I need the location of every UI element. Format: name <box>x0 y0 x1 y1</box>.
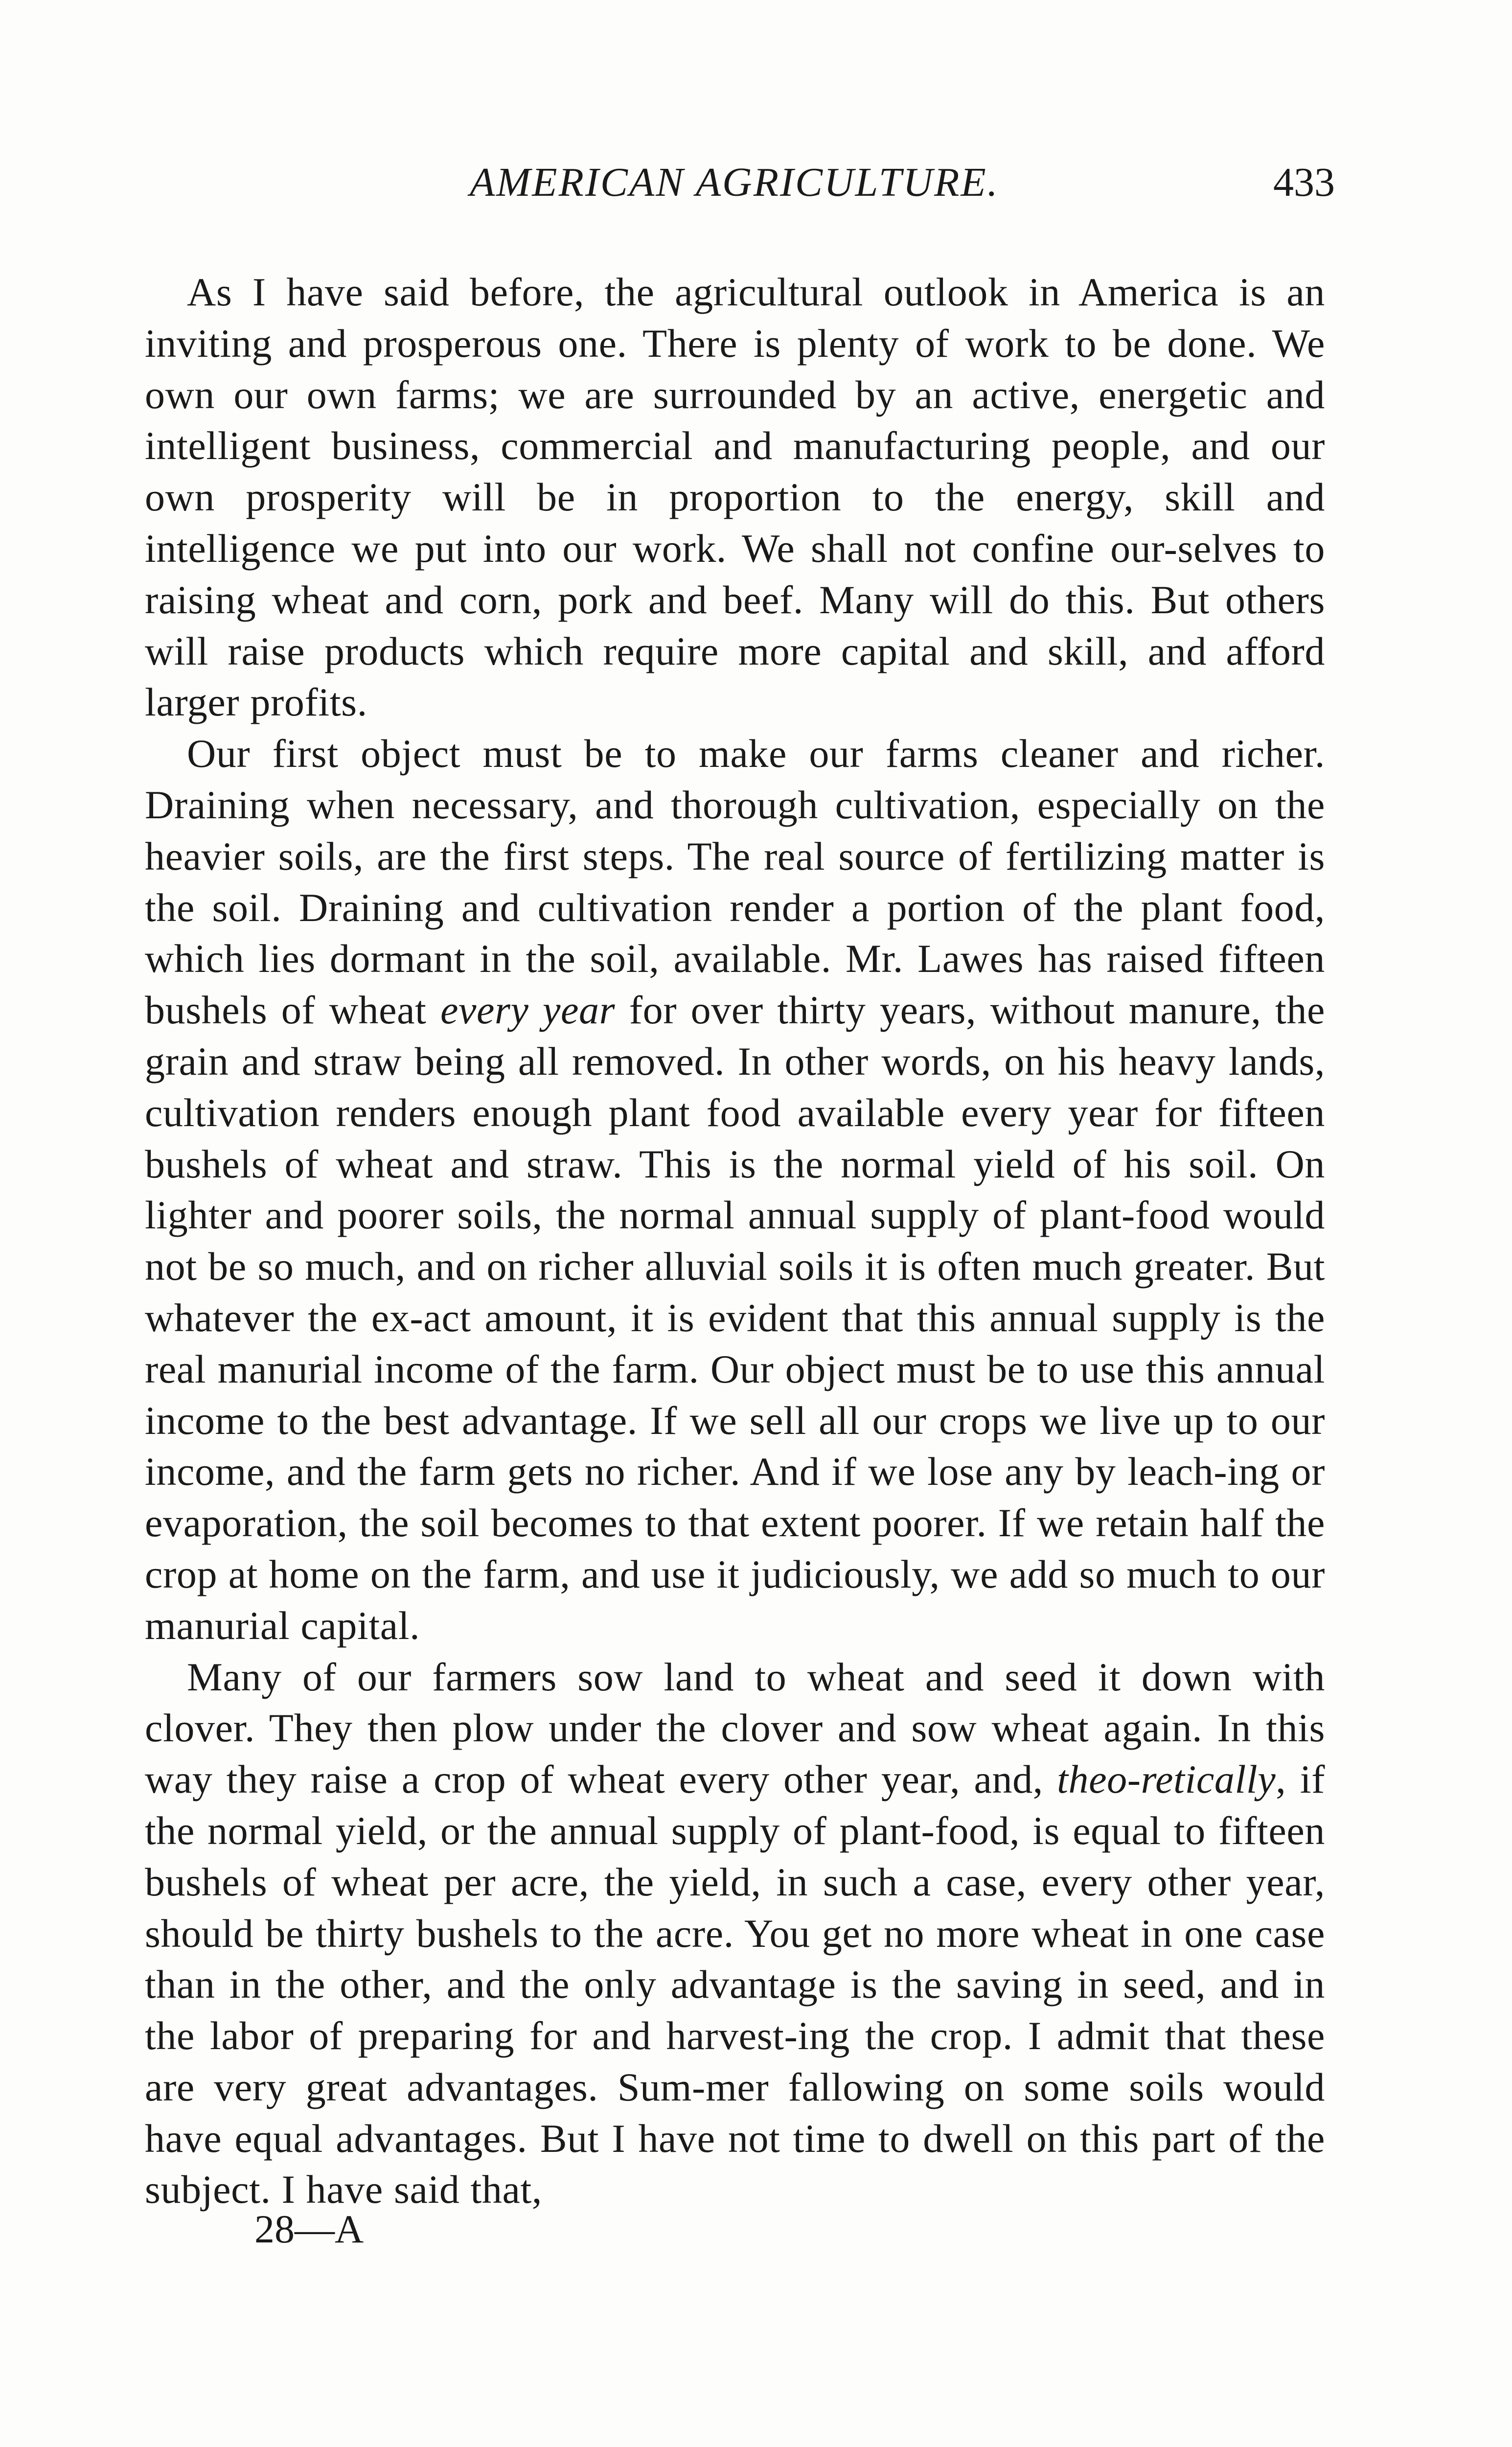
paragraph-3-part-1: Many of our farmers sow land to wheat and seed it down with clover. They then plow under the clover and sow wheat again. In this way they raise a crop of wheat every other year, and, <box>145 1654 1325 1802</box>
paragraph-1: As I have said before, the agricultural outlook in America is an inviting and prosperous one. There is plenty of work to be done. We own our own farms; we are surrounded by an active, energetic and intelligent business, commercial and manufacturing people, and our own prosperity will be in proportion to the energy, skill and intelligence we put into our work. We shall not confine our-selves to raising wheat and corn, pork and beef. Many will do this. But others will raise products which require more capital and skill, and afford larger profits. <box>145 270 1325 725</box>
paragraph-3 <box>145 1652 1325 2216</box>
paragraph-2-emphasis: every year <box>440 988 616 1033</box>
paragraph-3-emphasis: theo-retically <box>1057 1757 1276 1802</box>
page-number: 433 <box>1273 160 1335 205</box>
paragraph-2 <box>145 728 1325 1651</box>
paragraph-2-part-1: Our first object must be to make our farms cleaner and richer. Draining when necessary, and thorough cultivation, especially on the heavier soils, are the first steps. The real source of fertilizing matter is the soil. Draining and cultivation render a portion of the plant food, which lies dormant in the soil, available. Mr. Lawes has raised fifteen bushels of wheat <box>145 731 1325 1033</box>
paragraph-2-part-2: for over thirty years, without manure, the grain and straw being all removed. In other words, on his heavy lands, cultivation renders enough plant food available every year for fifteen bushels of wheat and straw. This is the normal yield of his soil. On lighter and poorer soils, the normal annual supply of plant-food would not be so much, and on richer alluvial soils it is often much greater. But whatever the ex-act amount, it is evident that this annual supply is the real manurial income of the farm. Our object must be to use this annual income to the best advantage. If we sell all our crops we live up to our income, and the farm gets no richer. And if we lose any by leach-ing or evaporation, the soil becomes to that extent poorer. If we retain half the crop at home on the farm, and use it judiciously, we add so much to our manurial capital. <box>145 988 1325 1648</box>
signature-mark: 28—A <box>254 2207 364 2251</box>
paragraph-3-part-2: , if the normal yield, or the annual supply of plant-food, is equal to fifteen bushels of wheat per acre, the yield, in such a case, every other year, should be thirty bushels to the acre. You get no more wheat in one case than in the other, and the only advantage is the saving in seed, and in the labor of preparing for and harvest-ing the crop. I admit that these are very great advantages. Sum-mer fallowing on some soils would have equal advantages. But I have not time to dwell on this part of the subject. I have said that, <box>145 1757 1325 2212</box>
running-title: AMERICAN AGRICULTURE. <box>470 160 999 205</box>
body-text <box>145 267 1325 2216</box>
